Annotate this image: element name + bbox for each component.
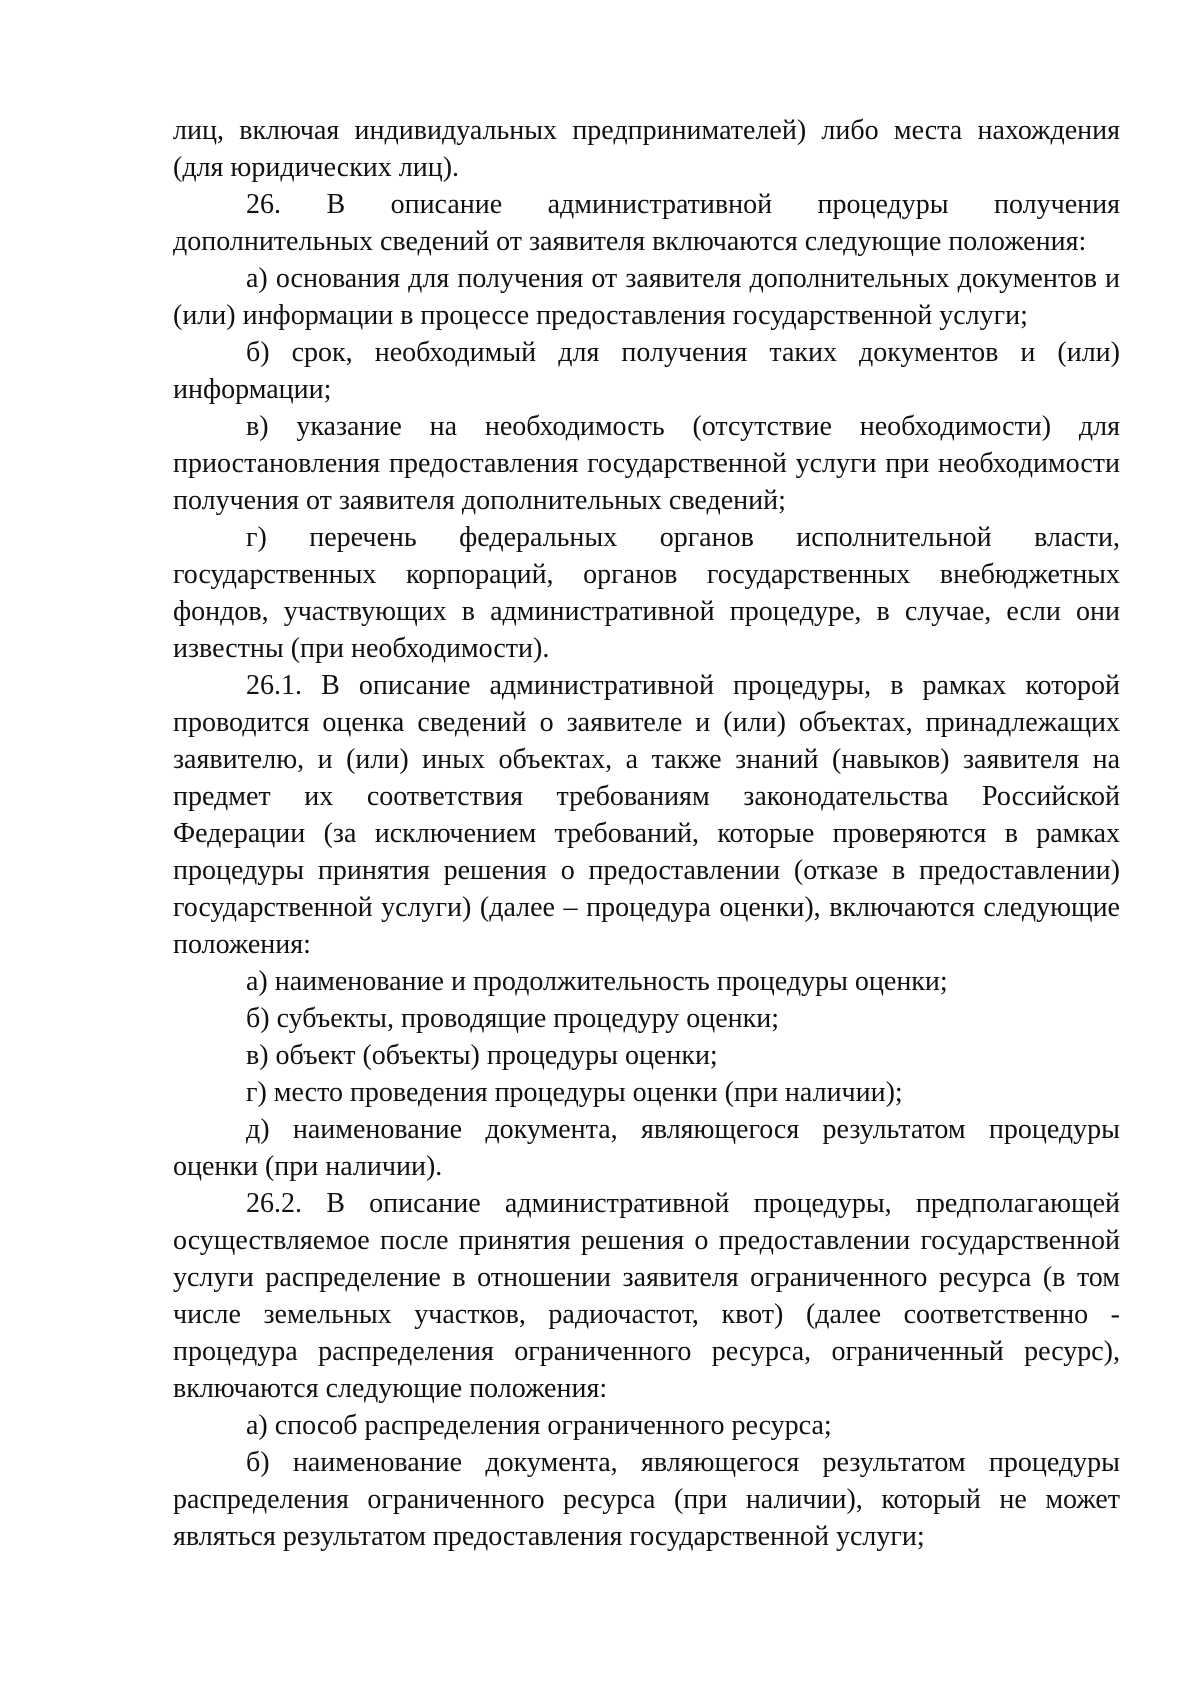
list-item-26-1-d: д) наименование документа, являющегося результатом процедуры оценки (при наличии). <box>173 1114 1120 1182</box>
list-item-26-a: а) основания для получения от заявителя дополнительных документов и (или) информации в процессе предоставления государственной услуги; <box>173 263 1120 331</box>
list-item-26-2-a: а) способ распределения ограниченного ресурса; <box>246 1410 832 1441</box>
list-item-26-1-a: а) наименование и продолжительность процедуры оценки; <box>246 966 948 997</box>
paragraph-26-2: 26.2. В описание административной процедуры, предполагающей осуществляемое после принятия решения о предоставлении государственной услуги распределение в отношении заявителя ограниченного ресурса (в том числе земельных участков, радиочастот, квот) (далее соответственно - процедура распределения ограниченного ресурса, ограниченный ресурс), включаются следующие положения: <box>173 1188 1120 1404</box>
paragraph-continuation: лиц, включая индивидуальных предпринимателей) либо места нахождения (для юридических лиц). <box>173 115 1120 183</box>
list-item-26-g: г) перечень федеральных органов исполнительной власти, государственных корпораций, органов государственных внебюджетных фондов, участвующих в административной процедуре, в случае, если они известны (при необходимости). <box>173 522 1120 664</box>
paragraph-26: 26. В описание административной процедуры получения дополнительных сведений от заявителя включаются следующие положения: <box>173 189 1120 257</box>
list-item-26-2-b: б) наименование документа, являющегося результатом процедуры распределения ограниченного ресурса (при наличии), который не может являться результатом предоставления государственной услуги; <box>173 1447 1120 1552</box>
list-item-26-b: б) срок, необходимый для получения таких документов и (или) информации; <box>173 337 1120 405</box>
list-item-26-1-b: б) субъекты, проводящие процедуру оценки; <box>246 1003 779 1034</box>
list-item-26-1-g: г) место проведения процедуры оценки (при наличии); <box>246 1077 903 1108</box>
document-page <box>173 112 1120 1555</box>
paragraph-26-1: 26.1. В описание административной процедуры, в рамках которой проводится оценка сведений о заявителе и (или) объектах, принадлежащих заявителю, и (или) иных объектах, а также знаний (навыков) заявителя на предмет их соответствия требованиям законодательства Российской Федерации (за исключением требований, которые проверяются в рамках процедуры принятия решения о предоставлении (отказе в предоставлении) государственной услуги) (далее – процедура оценки), включаются следующие положения: <box>173 670 1120 960</box>
list-item-26-1-v: в) объект (объекты) процедуры оценки; <box>246 1040 718 1071</box>
list-item-26-v: в) указание на необходимость (отсутствие необходимости) для приостановления предоставления государственной услуги при необходимости получения от заявителя дополнительных сведений; <box>173 411 1120 516</box>
